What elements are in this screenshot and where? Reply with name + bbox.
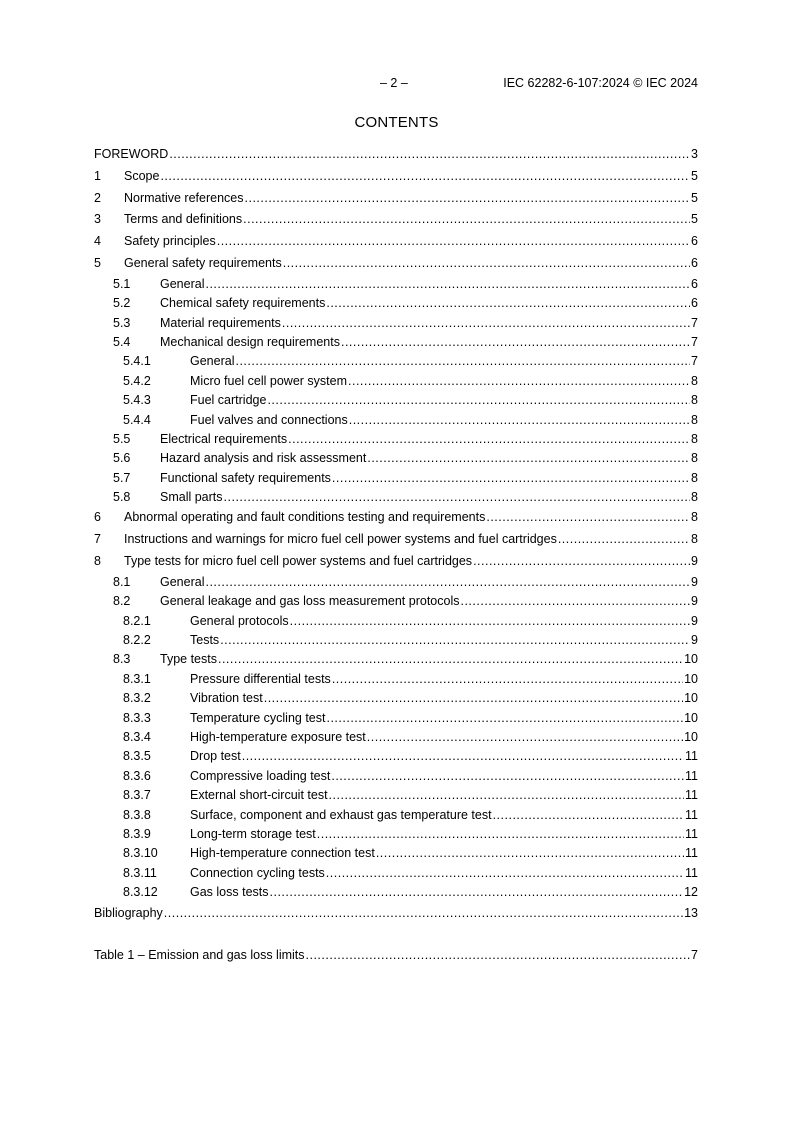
toc-dot-leader [376,844,684,863]
toc-entry[interactable] [94,747,698,766]
toc-entry-number: 8.3.2 [123,691,151,706]
toc-dot-leader [220,631,690,650]
toc-entry-number: 4 [94,234,101,249]
toc-entry-title: Chemical safety requirements [160,296,326,311]
toc-entry-title: High-temperature exposure test [190,729,366,744]
toc-entry-title: General protocols [190,613,289,628]
toc-entry[interactable] [94,786,698,805]
list-of-tables [94,945,698,967]
toc-dot-leader [205,573,690,592]
toc-dot-leader [245,188,691,210]
toc-entry-page: 6 [691,276,698,291]
toc-entry-number: 8.3.7 [123,788,151,803]
toc-dot-leader [242,747,684,766]
toc-entry-title: Table 1 – Emission and gas loss limits [94,948,305,962]
toc-entry-number: 3 [94,212,101,227]
toc-entry[interactable] [94,728,698,747]
toc-dot-leader [267,391,690,410]
toc-dot-leader [326,864,684,883]
toc-entry-title: Compressive loading test [190,768,331,783]
toc-entry-number: 5.8 [113,490,131,505]
toc-entry-title: Pressure differential tests [190,671,331,686]
toc-dot-leader [243,209,690,231]
toc-entry-title: General [160,276,205,291]
toc-entry-number: 8.3.5 [123,749,151,764]
toc-entry-page: 6 [691,255,698,270]
toc-entry-page: 9 [691,554,698,569]
toc-entry-title: Type tests for micro fuel cell power systems and fuel cartridges [124,554,473,569]
toc-dot-leader [317,825,684,844]
toc-dot-leader [367,449,690,468]
toc-entry[interactable] [94,825,698,844]
toc-dot-leader [164,903,683,925]
toc-entry-page: 11 [685,807,698,822]
toc-entry-page: 7 [691,315,698,330]
toc-entry[interactable] [94,275,698,294]
toc-entry-page: 10 [684,671,698,686]
toc-entry-title: Fuel valves and connections [190,412,348,427]
toc-entry-page: 7 [691,354,698,369]
toc-entry-title: Functional safety requirements [160,470,331,485]
toc-entry-number: 8.3.6 [123,768,151,783]
toc-entry-title: Surface, component and exhaust gas temperature test [190,807,492,822]
toc-dot-leader [349,411,690,430]
toc-entry-number: 5.4.2 [123,373,151,388]
toc-entry-number: 5.4 [113,334,131,349]
toc-entry-number: 6 [94,510,101,525]
toc-dot-leader [217,231,690,253]
toc-entry-number: 8.3 [113,652,131,667]
toc-entry-title: Gas loss tests [190,885,269,900]
toc-entry[interactable] [94,670,698,689]
toc-entry-number: 8.3.11 [123,865,157,880]
toc-entry-title: General [190,354,235,369]
toc-entry-number: 5.3 [113,315,131,330]
toc-entry-page: 9 [691,594,698,609]
toc-entry-number: 5.7 [113,470,131,485]
toc-entry-page: 7 [691,334,698,349]
toc-entry-page: 8 [691,451,698,466]
toc-entry-title: Micro fuel cell power system [190,373,347,388]
toc-entry[interactable] [94,294,698,313]
toc-entry-number: 5.1 [113,276,131,291]
toc-entry[interactable] [94,430,698,449]
toc-dot-leader [205,275,690,294]
toc-entry-title: Instructions and warnings for micro fuel cell power systems and fuel cartridges [124,532,557,547]
toc-entry-title: FOREWORD [94,147,169,161]
toc-entry-page: 10 [684,652,698,667]
toc-dot-leader [473,551,690,573]
toc-entry-page: 8 [691,510,698,525]
toc-dot-leader [460,592,690,611]
toc-entry[interactable] [94,864,698,883]
toc-entry[interactable] [94,592,698,611]
toc-entry-number: 5.4.3 [123,393,151,408]
toc-entry-page: 11 [685,826,698,841]
toc-entry[interactable] [94,166,698,188]
toc-entry-page: 6 [691,234,698,249]
toc-dot-leader [329,786,684,805]
toc-dot-leader [306,945,691,967]
toc-entry[interactable] [94,352,698,371]
toc-entry[interactable] [94,945,698,967]
toc-entry-title: Electrical requirements [160,431,288,446]
toc-entry-title: Abnormal operating and fault conditions testing and requirements [124,510,486,525]
toc-entry[interactable] [94,144,698,166]
toc-entry-number: 1 [94,168,101,183]
toc-entry[interactable] [94,449,698,468]
toc-entry[interactable] [94,612,698,631]
toc-dot-leader [270,883,684,902]
toc-dot-leader [282,314,690,333]
toc-entry-number: 8.1 [113,574,131,589]
toc-entry-page: 8 [691,412,698,427]
toc-entry[interactable] [94,411,698,430]
toc-entry-page: 13 [684,905,698,920]
toc-entry-number: 8.3.1 [123,671,151,686]
toc-entry-title: External short-circuit test [190,788,328,803]
toc-dot-leader [224,488,691,507]
toc-dot-leader [264,689,683,708]
toc-dot-leader [326,709,683,728]
toc-entry[interactable] [94,806,698,825]
toc-entry-number: 8.3.3 [123,710,151,725]
toc-entry[interactable] [94,253,698,275]
toc-entry[interactable] [94,231,698,253]
toc-entry[interactable] [94,333,698,352]
toc-entry-page: 5 [691,212,698,227]
toc-entry-title: Material requirements [160,315,281,330]
toc-dot-leader [367,728,683,747]
toc-dot-leader [332,670,683,689]
toc-entry-title: Terms and definitions [124,212,243,227]
toc-entry[interactable] [94,631,698,650]
toc-entry-number: 8.2.2 [123,633,151,648]
toc-dot-leader [331,767,684,786]
toc-entry-page: 11 [685,865,698,880]
toc-dot-leader [169,144,690,166]
toc-entry-title: Type tests [160,652,217,667]
toc-entry[interactable] [94,650,698,669]
toc-entry[interactable] [94,903,698,925]
toc-entry-page: 6 [691,296,698,311]
toc-entry-title: Normative references [124,190,244,205]
toc-entry[interactable] [94,372,698,391]
toc-entry-number: 7 [94,532,101,547]
toc-entry-title: Fuel cartridge [190,393,267,408]
toc-entry-page: 10 [684,729,698,744]
toc-entry-page: 11 [685,846,698,861]
toc-dot-leader [160,166,690,188]
table-of-contents [94,144,698,924]
toc-entry-number: 8.3.8 [123,807,151,822]
toc-entry-page: 8 [691,490,698,505]
page-title: CONTENTS [354,114,439,131]
toc-entry-title: General leakage and gas loss measurement protocols [160,594,460,609]
toc-entry-page: 11 [685,788,698,803]
toc-entry[interactable] [94,391,698,410]
toc-entry[interactable] [94,314,698,333]
toc-entry-title: Safety principles [124,234,216,249]
toc-entry[interactable] [94,188,698,210]
toc-dot-leader [493,806,684,825]
toc-dot-leader [348,372,690,391]
toc-dot-leader [288,430,690,449]
toc-entry[interactable] [94,488,698,507]
toc-entry-page: 12 [684,885,698,900]
toc-entry-number: 5.4.4 [123,412,151,427]
toc-entry-page: 10 [684,691,698,706]
toc-entry-page: 8 [691,532,698,547]
toc-entry-page: 8 [691,431,698,446]
toc-entry-title: Hazard analysis and risk assessment [160,451,367,466]
toc-entry-title: Bibliography [94,905,163,920]
toc-entry-title: Vibration test [190,691,263,706]
toc-entry-page: 8 [691,373,698,388]
toc-entry-title: Mechanical design requirements [160,334,340,349]
document-id: IEC 62282-6-107:2024 © IEC 2024 [503,76,698,90]
toc-dot-leader [332,469,690,488]
toc-entry-title: Connection cycling tests [190,865,325,880]
toc-entry[interactable] [94,507,698,529]
toc-entry-page: 10 [684,710,698,725]
toc-entry-title: Drop test [190,749,241,764]
toc-entry-number: 8.3.12 [123,885,158,900]
toc-entry[interactable] [94,709,698,728]
toc-entry-page: 9 [691,574,698,589]
toc-entry[interactable] [94,883,698,902]
toc-dot-leader [341,333,690,352]
page-header [380,76,698,92]
toc-entry-number: 5.6 [113,451,131,466]
toc-entry-page: 5 [691,168,698,183]
toc-entry-page: 11 [685,768,698,783]
toc-entry-page: 9 [691,613,698,628]
toc-entry-number: 5 [94,255,101,270]
page-number: – 2 – [380,76,408,90]
toc-entry-title: Long-term storage test [190,826,316,841]
toc-entry-page: 3 [691,147,698,161]
toc-entry-number: 5.4.1 [123,354,151,369]
toc-entry-number: 8.3.10 [123,846,158,861]
toc-entry-title: Small parts [160,490,223,505]
toc-entry-number: 8.3.9 [123,826,151,841]
toc-entry-title: Scope [124,168,160,183]
toc-entry-title: General [160,574,205,589]
toc-dot-leader [235,352,690,371]
toc-dot-leader [290,612,690,631]
toc-dot-leader [558,529,690,551]
toc-entry-number: 5.5 [113,431,131,446]
toc-entry[interactable] [94,209,698,231]
toc-entry-page: 8 [691,470,698,485]
toc-entry[interactable] [94,529,698,551]
toc-dot-leader [486,507,690,529]
toc-entry-title: Tests [190,633,220,648]
toc-entry[interactable] [94,844,698,863]
toc-entry-page: 7 [691,948,698,962]
toc-entry[interactable] [94,689,698,708]
toc-entry-number: 8.3.4 [123,729,151,744]
toc-entry-number: 8.2.1 [123,613,151,628]
toc-dot-leader [326,294,690,313]
toc-entry-number: 8 [94,554,101,569]
toc-entry-number: 8.2 [113,594,131,609]
toc-entry-title: Temperature cycling test [190,710,326,725]
toc-entry-page: 5 [691,190,698,205]
toc-entry[interactable] [94,767,698,786]
toc-entry-page: 9 [691,633,698,648]
toc-entry[interactable] [94,469,698,488]
toc-entry[interactable] [94,551,698,573]
toc-entry-title: General safety requirements [124,255,282,270]
toc-entry-title: High-temperature connection test [190,846,375,861]
toc-dot-leader [218,650,683,669]
toc-entry-number: 5.2 [113,296,131,311]
toc-dot-leader [283,253,690,275]
toc-entry-page: 8 [691,393,698,408]
toc-entry[interactable] [94,573,698,592]
toc-entry-page: 11 [685,749,698,764]
toc-entry-number: 2 [94,190,101,205]
